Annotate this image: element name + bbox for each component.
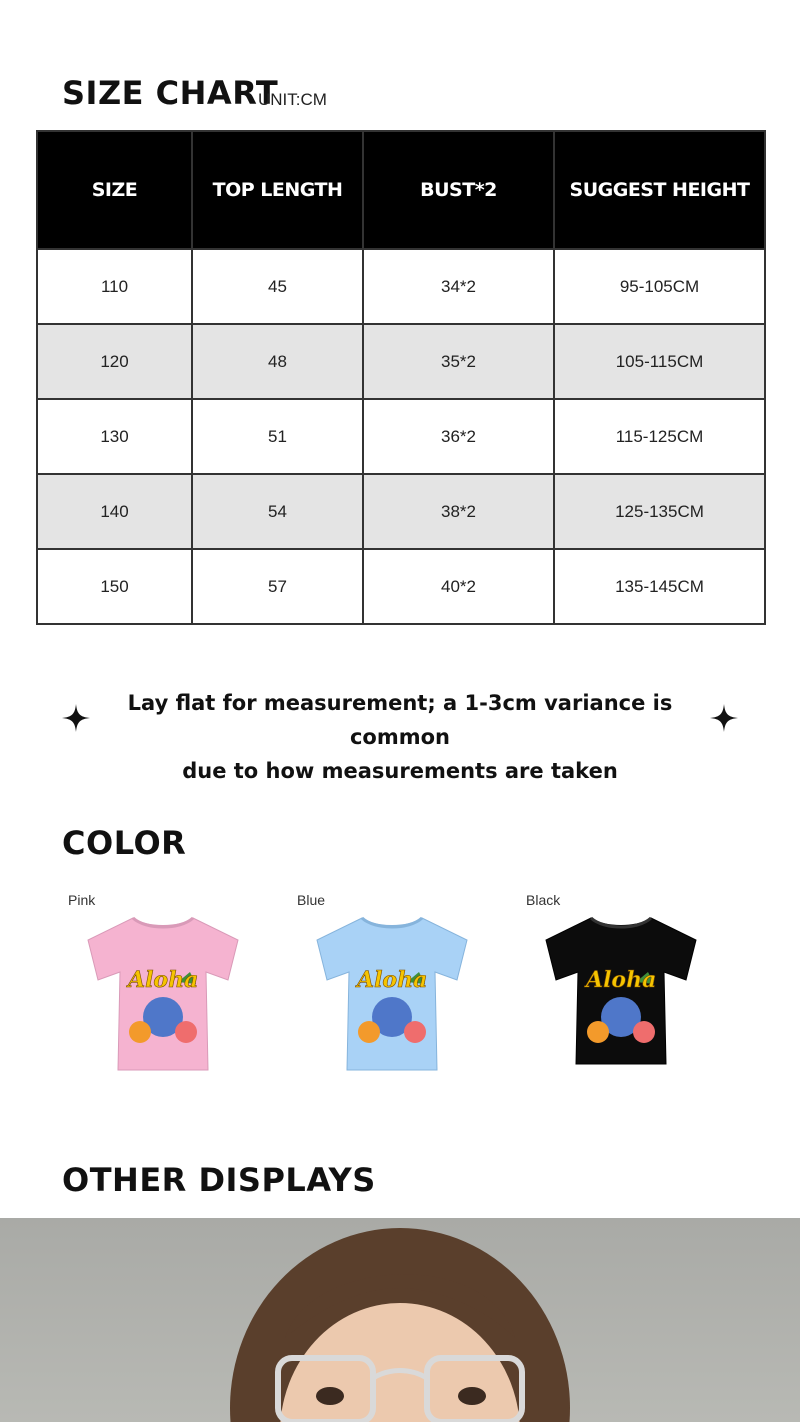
cell-height: 135-145CM: [554, 549, 765, 624]
tshirt-image: [78, 912, 248, 1077]
cell-size: 110: [37, 249, 192, 324]
cell-top-length: 54: [192, 474, 363, 549]
cell-bust: 38*2: [363, 474, 554, 549]
cell-height: 105-115CM: [554, 324, 765, 399]
size-chart-table: [36, 130, 766, 625]
other-displays-title: OTHER DISPLAYS: [62, 1161, 376, 1199]
table-row: [37, 474, 765, 549]
shirt-print-text: Aloha: [128, 967, 199, 993]
color-option-black[interactable]: [520, 890, 730, 1090]
header-suggest-height: SUGGEST HEIGHT: [554, 131, 765, 249]
color-label: Pink: [68, 892, 96, 908]
cell-bust: 34*2: [363, 249, 554, 324]
table-row: [37, 324, 765, 399]
cell-height: 115-125CM: [554, 399, 765, 474]
cell-height: 95-105CM: [554, 249, 765, 324]
tshirt-image: [536, 912, 706, 1077]
header-top-length: TOP LENGTH: [192, 131, 363, 249]
model-photo: [0, 1218, 800, 1422]
size-chart-title: SIZE CHART: [62, 74, 279, 112]
color-label: Blue: [297, 892, 326, 908]
cell-top-length: 48: [192, 324, 363, 399]
cell-height: 125-135CM: [554, 474, 765, 549]
tshirt-image: [307, 912, 477, 1077]
color-label: Black: [526, 892, 561, 908]
child-model-image: [0, 1218, 800, 1422]
cell-top-length: 45: [192, 249, 363, 324]
cell-size: 140: [37, 474, 192, 549]
cell-top-length: 57: [192, 549, 363, 624]
cell-bust: 35*2: [363, 324, 554, 399]
table-row: [37, 249, 765, 324]
color-option-blue[interactable]: [291, 890, 501, 1090]
note-line-1: Lay flat for measurement; a 1-3cm variance is common: [127, 691, 673, 749]
sparkle-star-icon: [62, 704, 90, 732]
cell-size: 150: [37, 549, 192, 624]
sparkle-star-icon: [710, 704, 738, 732]
note-line-2: due to how measurements are taken: [182, 759, 618, 783]
table-row: [37, 399, 765, 474]
measurement-note: [100, 686, 700, 788]
header-bust: BUST*2: [363, 131, 554, 249]
cell-size: 130: [37, 399, 192, 474]
shirt-print-text: Aloha: [357, 967, 428, 993]
cell-bust: 40*2: [363, 549, 554, 624]
table-header-row: [37, 131, 765, 249]
cell-size: 120: [37, 324, 192, 399]
color-title: COLOR: [62, 824, 187, 862]
table-row: [37, 549, 765, 624]
header-size: SIZE: [37, 131, 192, 249]
shirt-print-text: Aloha: [586, 967, 657, 993]
color-option-pink[interactable]: [62, 890, 272, 1090]
cell-bust: 36*2: [363, 399, 554, 474]
unit-label: UNIT:CM: [258, 90, 327, 109]
cell-top-length: 51: [192, 399, 363, 474]
